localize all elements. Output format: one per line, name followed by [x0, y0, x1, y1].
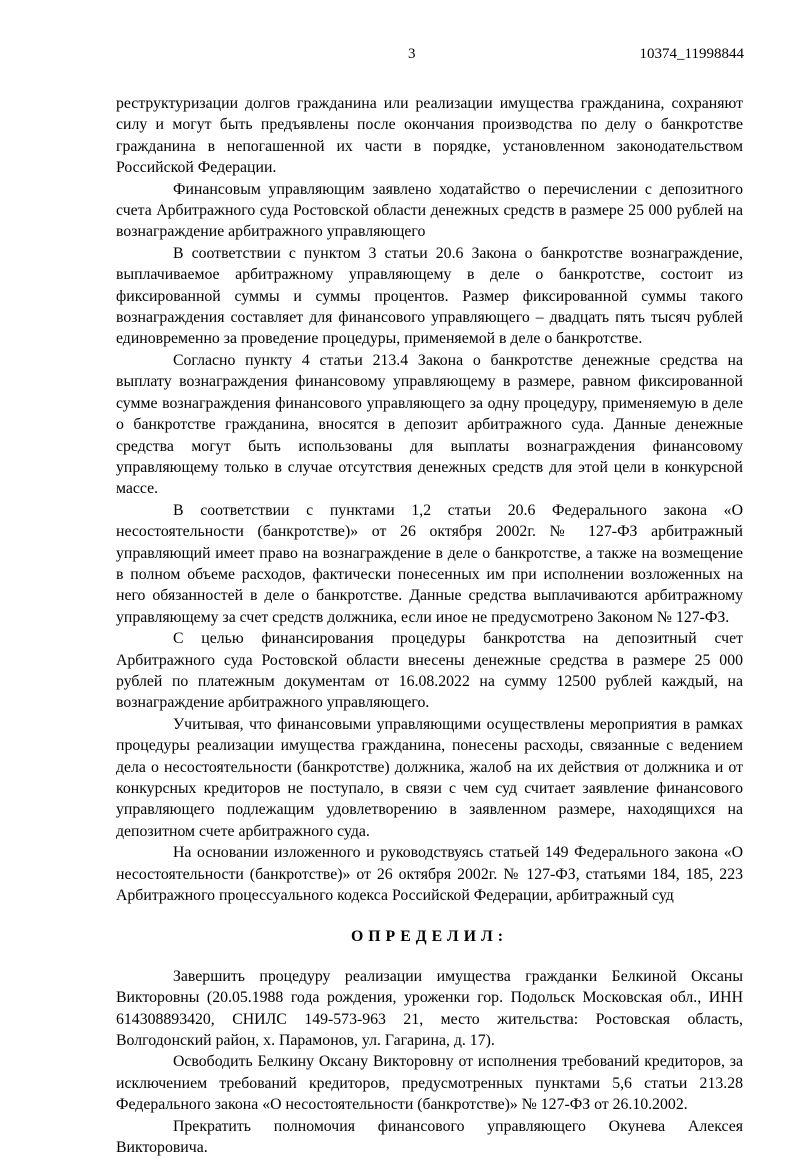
- paragraph: реструктуризации долгов гражданина или реализации имущества гражданина, сохраняют силу и могут быть предъявлены после окончания производства по делу о банкротстве гражданина в непогашенной их части в порядке, установленном законодательством Российской Федерации.: [116, 95, 743, 177]
- paragraph: В соответствии с пунктом 3 статьи 20.6 Закона о банкротстве вознаграждение, выплачиваемое арбитражному управляющему в деле о банкротстве, состоит из фиксированной суммы и суммы процентов. Размер фиксированной суммы такого вознаграждения составляет для финансового управляющего – двадцать пять тысяч рублей единовременно за проведение процедуры, применяемой в деле о банкротстве.: [116, 244, 743, 348]
- page-number: 3: [408, 46, 416, 62]
- paragraph: На основании изложенного и руководствуясь статьей 149 Федерального закона «О несостоятельности (банкротстве)» от 26 октября 2002г. № 127-ФЗ, статьями 184, 185, 223 Арбитражного процессуального кодекса Российской Федерации, арбитражный суд: [116, 844, 743, 905]
- paragraph: Прекратить полномочия финансового управляющего Окунева Алексея Викторовича.: [116, 1117, 743, 1157]
- paragraph: С целью финансирования процедуры банкротства на депозитный счет Арбитражного суда Ростовской области внесены денежные средства в размере 25 000 рублей по платежным документам от 16.08.2022 на сумму 12500 рублей каждый, на вознаграждение арбитражного управляющего.: [116, 630, 743, 712]
- ruling-heading: ОПРЕДЕЛИЛ:: [350, 928, 509, 946]
- document-id: 10374_11998844: [639, 46, 744, 62]
- paragraph: Согласно пункту 4 статьи 213.4 Закона о банкротстве денежные средства на выплату вознаграждения финансовому управляющему в размере, равном фиксированной сумме вознаграждения финансового управляющего за одну процедуру, применяемую в деле о банкротстве гражданина, вносятся в депозит арбитражного суда. Данные денежные средства могут быть использованы для выплаты вознаграждения финансовому управляющему только в случае отсутствия денежных средств для этой цели в конкурсной массе.: [116, 351, 743, 498]
- paragraph: Финансовым управляющим заявлено ходатайство о перечислении с депозитного счета Арбитражного суда Ростовской области денежных средств в размере 25 000 рублей на вознаграждение арбитражного управляющего: [116, 180, 743, 241]
- paragraph: Завершить процедуру реализации имущества гражданки Белкиной Оксаны Викторовны (20.05.1988 года рождения, уроженки гор. Подольск Московская обл., ИНН 614308893420, СНИЛС 149-573-963 21, место жительства: Ростовская область, Волгодонский район, х. Парамонов, ул. Гагарина, д. 17).: [116, 967, 743, 1050]
- document-body: [116, 93, 743, 1159]
- paragraph: В соответствии с пунктами 1,2 статьи 20.6 Федерального закона «О несостоятельности (банкротстве)» от 26 октября 2002г. № 127-ФЗ арбитражный управляющий имеет право на вознаграждение в деле о банкротстве, а также на возмещение в полном объеме расходов, фактически понесенных им при исполнении возложенных на него обязанностей в деле о банкротстве. Данные средства выплачиваются арбитражному управляющему за счет средств должника, если иное не предусмотрено Законом № 127-ФЗ.: [116, 501, 743, 626]
- paragraph: Учитывая, что финансовыми управляющими осуществлены мероприятия в рамках процедуры реализации имущества гражданина, понесены расходы, связанные с ведением дела о несостоятельности (банкротстве) должника, жалоб на их действия от должника и от конкурсных кредиторов не поступало, в связи с чем суд считает заявление финансового управляющего подлежащим удовлетворению в заявленном размере, находящихся на депозитном счете арбитражного суда.: [116, 715, 743, 840]
- paragraph: Освободить Белкину Оксану Викторовну от исполнения требований кредиторов, за исключением требований кредиторов, предусмотренных пунктами 5,6 статьи 213.28 Федерального закона «О несостоятельности (банкротстве)» № 127-ФЗ от 26.10.2002.: [116, 1053, 743, 1114]
